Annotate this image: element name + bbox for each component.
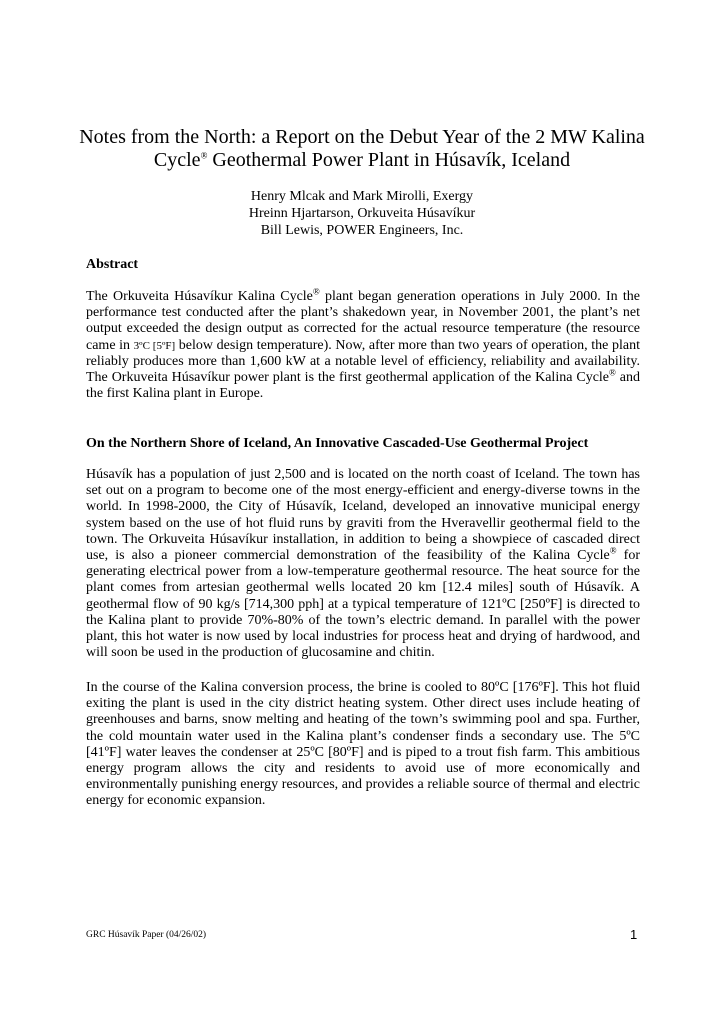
title-line-2 <box>70 149 654 172</box>
registered-mark: ® <box>609 545 617 556</box>
page-number: 1 <box>630 927 638 942</box>
author-line: Henry Mlcak and Mark Mirolli, Exergy <box>250 189 474 204</box>
title-line-2-end: Geothermal Power Plant in Húsavík, Iceland <box>207 149 571 171</box>
abstract-heading: Abstract <box>86 257 139 272</box>
author-line: Hreinn Hjartarson, Orkuveita Húsavíkur <box>248 206 476 221</box>
registered-mark: ® <box>312 286 320 297</box>
author-line: Bill Lewis, POWER Engineers, Inc. <box>260 223 464 238</box>
section-heading: On the Northern Shore of Iceland, An Innovative Cascaded-Use Geothermal Project <box>86 436 589 451</box>
section-paragraph-2: In the course of the Kalina conversion process, the brine is cooled to 80ºC [176ºF]. This hot fluid exiting the plant is used in the city district heating system. Other direct uses include heating of greenhouses and barns, snow melting and heating of the town’s swimming pool and spa. Further, the cold mountain water used in the Kalina plant’s condenser finds a secondary use. The 5ºC [41ºF] water leaves the condenser at 25ºC [80ºF] and is piped to a trout fish farm. This ambitious energy program allows the city and residents to avoid use of more economically and environmentally punishing energy resources, and provides a reliable source of thermal and electric energy for economic expansion. <box>86 680 640 809</box>
title-cycle-text: Cycle <box>153 149 201 171</box>
title-line-1: Notes from the North: a Report on the Debut Year of the 2 MW Kalina <box>79 126 645 148</box>
paper-title <box>70 126 654 172</box>
registered-mark: ® <box>609 367 616 378</box>
abstract-paragraph: The Orkuveita Húsavíkur Kalina Cycle® plant began generation operations in July 2000. In the performance test conducted after the plant’s shakedown year, in November 2001, the plant’s net output exceeded the design output as corrected for the actual resource temperature (the resource came in 3ºC [5ºF] below design temperature). Now, after more than two years of operation, the plant reliably produces more than 1,600 kW at a notable level of efficiency, reliability and availability. The Orkuveita Húsavíkur power plant is the first geothermal application of the Kalina Cycle® and the first Kalina plant in Europe. <box>86 286 641 402</box>
registered-mark: ® <box>200 150 208 161</box>
author-block <box>70 188 654 239</box>
footer-label: GRC Húsavík Paper (04/26/02) <box>86 930 207 940</box>
section-paragraph-1: Húsavík has a population of just 2,500 and is located on the north coast of Iceland. The town has set out on a program to become one of the most energy-efficient and energy-diverse towns in the world. In 1998-2000, the City of Húsavík, Iceland, developed an innovative municipal energy system based on the use of hot fluid runs by graviti from the Hveravellir geothermal field to the town. The Orkuveita Húsavíkur installation, in addition to being a showpiece of cascaded direct use, is also a pioneer commercial demonstration of the feasibility of the Kalina Cycle® for generating electrical power from a low-temperature geothermal resource. The heat source for the plant comes from artesian geothermal wells located 20 km [12.4 miles] south of Húsavík. A geothermal flow of 90 kg/s [714,300 pph] at a typical temperature of 121ºC [250ºF] is directed to the Kalina plant to provide 70%-80% of the town’s electric demand. In parallel with the power plant, this hot water is now used by local industries for process heat and drying of hardwood, and will soon be used in the production of glucosamine and chitin. <box>86 467 640 661</box>
